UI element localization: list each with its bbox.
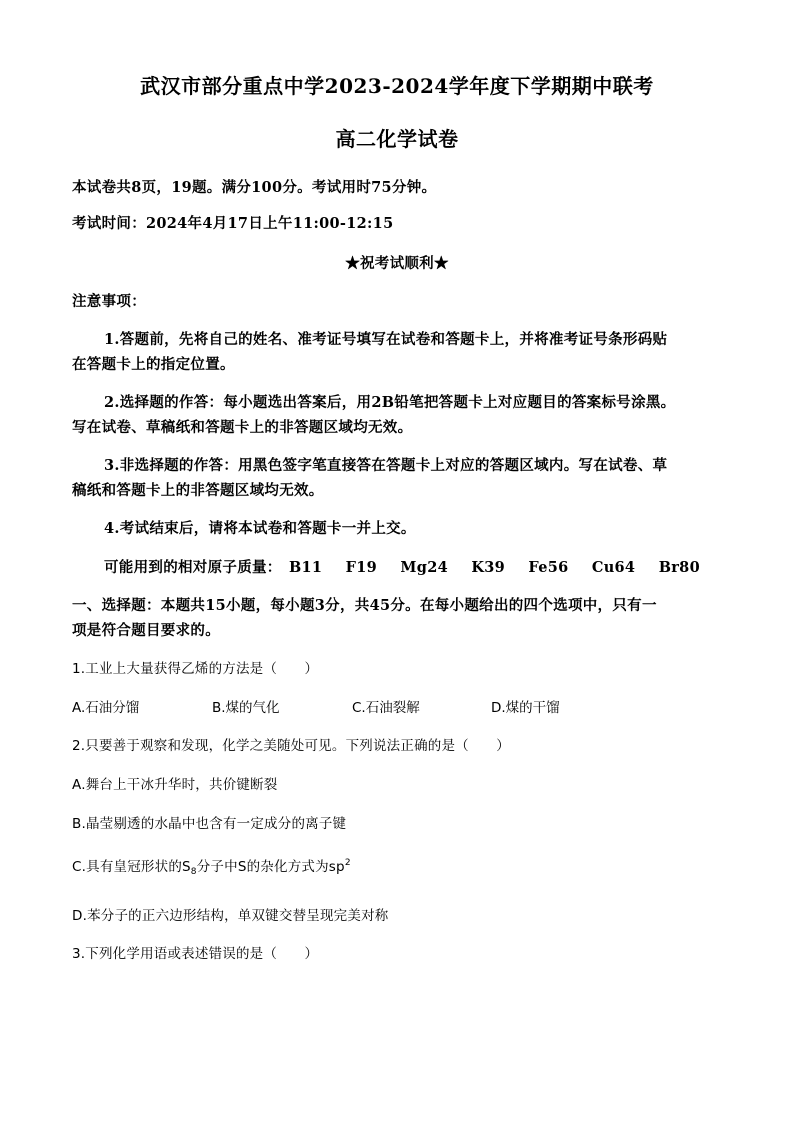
note-1-line-2: 在答题卡上的指定位置。 [72,356,235,373]
question-2-option-c [72,855,351,877]
question-2-option-c-subscript: 8 [190,867,197,877]
atomic-mass-item: F19 [345,559,378,576]
good-luck-wish: ★祝考试顺利★ [345,255,449,272]
question-1-option-a: A.石油分馏 [72,700,140,716]
exam-title: 武汉市部分重点中学2023-2024学年度下学期期中联考 [140,74,654,98]
question-1-stem: 1.工业上大量获得乙烯的方法是（ ） [72,661,319,677]
atomic-mass-item: B11 [288,559,323,576]
note-1-line-1: 1.答题前，先将自己的姓名、准考证号填写在试卷和答题卡上，并将准考证号条形码贴 [104,331,668,348]
note-3-line-1: 3.非选择题的作答：用黑色签字笔直接答在答题卡上对应的答题区域内。写在试卷、草 [104,457,668,474]
question-2-option-b: B.晶莹剔透的水晶中也含有一定成分的离子键 [72,816,347,832]
question-1-option-d: D.煤的干馏 [491,700,560,716]
question-2-option-a: A.舞台上干冰升华时，共价键断裂 [72,777,278,793]
exam-subtitle: 高二化学试卷 [335,127,459,151]
atomic-mass-item: K39 [471,559,506,576]
question-2-option-c-prefix: C.具有皇冠形状的S [72,859,191,875]
section-1-heading-line-1: 一、选择题：本题共15小题，每小题3分，共45分。在每小题给出的四个选项中，只有一 [72,597,657,614]
question-1-option-c: C.石油裂解 [352,700,420,716]
atomic-mass-item: Cu64 [591,559,636,576]
atomic-masses-label: 可能用到的相对原子质量： [104,559,282,576]
atomic-masses [104,556,718,577]
exam-time-info: 考试时间：2024年4月17日上午11:00-12:15 [72,215,394,232]
atomic-mass-item: Br80 [658,559,700,576]
atomic-mass-item: Fe56 [528,559,569,576]
atomic-mass-item: Mg24 [400,559,448,576]
pages-score-info: 本试卷共8页，19题。满分100分。考试用时75分钟。 [72,179,437,196]
note-4: 4.考试结束后，请将本试卷和答题卡一并上交。 [104,520,416,537]
question-2-stem: 2.只要善于观察和发现，化学之美随处可见。下列说法正确的是（ ） [72,738,510,754]
question-2-option-c-superscript: 2 [344,858,351,868]
note-2-line-1: 2.选择题的作答：每小题选出答案后，用2B铅笔把答题卡上对应题目的答案标号涂黑。 [104,394,676,411]
notes-heading: 注意事项： [72,293,146,310]
section-1-heading-line-2: 项是符合题目要求的。 [72,622,220,639]
note-2-line-2: 写在试卷、草稿纸和答题卡上的非答题区域均无效。 [72,419,413,436]
question-2-option-d: D.苯分子的正六边形结构，单双键交替呈现完美对称 [72,908,389,924]
question-1-options [72,696,712,716]
question-1-option-b: B.煤的气化 [212,700,280,716]
note-3-line-2: 稿纸和答题卡上的非答题区域均无效。 [72,482,324,499]
question-3-stem: 3.下列化学用语或表述错误的是（ ） [72,946,319,962]
question-2-option-c-middle: 分子中S的杂化方式为sp [196,859,345,875]
